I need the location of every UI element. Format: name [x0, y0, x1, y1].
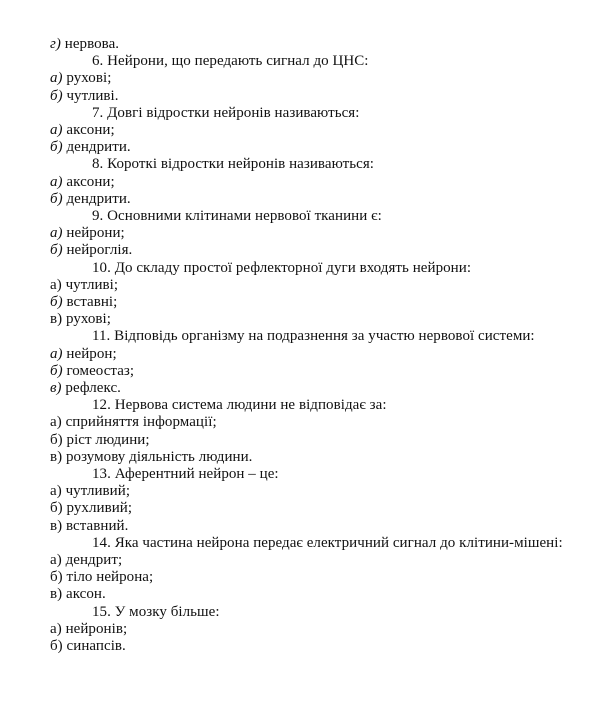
option-text: аксони; — [62, 173, 115, 190]
answer-option-line — [50, 621, 127, 638]
answer-option-line — [50, 88, 119, 105]
option-letter: б) — [50, 638, 63, 654]
option-letter: г) — [50, 36, 61, 52]
answer-option-line — [50, 191, 131, 208]
question-line — [92, 105, 359, 122]
option-letter: б) — [50, 569, 63, 586]
answer-option-line — [50, 242, 132, 259]
question-text: 15. У мозку більше: — [92, 603, 220, 620]
option-text: рухові; — [62, 311, 111, 328]
option-letter: б) — [50, 431, 63, 448]
option-text: аксони; — [62, 122, 115, 138]
option-letter: а) — [50, 552, 62, 568]
option-letter: б) — [50, 139, 63, 156]
option-text: нейронів; — [61, 620, 128, 637]
option-text: сприйняття інформації; — [61, 414, 217, 431]
answer-option-line — [50, 380, 121, 397]
question-line — [92, 397, 387, 414]
option-letter: в) — [50, 448, 63, 465]
option-text: розумову діяльність людини. — [62, 448, 253, 465]
option-text: дендрити. — [62, 139, 131, 156]
answer-option-line — [50, 174, 115, 191]
answer-option-line — [50, 518, 128, 535]
option-letter: б) — [50, 242, 63, 259]
answer-option-line — [50, 552, 122, 569]
answer-option-line — [50, 122, 115, 139]
option-text: тіло нейрона; — [62, 569, 154, 586]
question-text: 10. До складу простої рефлекторної дуги входять нейрони: — [92, 259, 472, 276]
answer-option-line — [50, 569, 153, 586]
question-line — [92, 156, 374, 173]
option-text: нервова. — [60, 36, 120, 52]
question-line — [92, 208, 382, 225]
question-text: 13. Аферентний нейрон – це: — [92, 466, 279, 482]
option-text: гомеостаз; — [62, 362, 135, 379]
option-text: нейрон; — [62, 345, 117, 362]
question-text: 12. Нервова система людини не відповідає за: — [92, 397, 387, 414]
option-letter: б) — [50, 500, 63, 517]
option-letter: а) — [50, 70, 63, 87]
option-letter: а) — [50, 225, 63, 242]
option-letter: а) — [50, 414, 62, 431]
question-text: 8. Короткі відростки нейронів називаються: — [92, 156, 375, 173]
option-letter: б) — [50, 362, 63, 379]
answer-option-line — [50, 483, 130, 500]
option-text: синапсів. — [62, 638, 126, 654]
answer-option-line — [50, 277, 118, 294]
answer-option-line — [50, 500, 132, 517]
option-text: нейроглія. — [62, 242, 133, 259]
option-text: вставні; — [62, 294, 118, 310]
question-text: 14. Яка частина нейрона передає електричний сигнал до клітини-мішені: — [92, 534, 563, 551]
option-letter: в) — [50, 517, 63, 534]
option-letter: б) — [50, 294, 63, 310]
question-line — [92, 604, 220, 621]
option-letter: в) — [50, 311, 63, 328]
option-letter: а) — [50, 122, 63, 138]
question-text: 7. Довгі відростки нейронів називаються: — [92, 104, 360, 121]
option-text: нейрони; — [62, 225, 125, 242]
answer-option-line — [50, 449, 252, 466]
option-text: рухливий; — [62, 500, 133, 517]
option-text: рухові; — [62, 70, 112, 87]
option-letter: а) — [50, 276, 62, 293]
answer-option-line — [50, 36, 119, 53]
answer-option-line — [50, 432, 150, 449]
question-line — [92, 328, 535, 345]
option-text: чутливі; — [61, 276, 119, 293]
question-text: 6. Нейрони, що передають сигнал до ЦНС: — [92, 53, 369, 70]
option-text: аксон. — [62, 586, 106, 603]
answer-option-line — [50, 414, 217, 431]
option-letter: а) — [50, 483, 62, 500]
answer-option-line — [50, 225, 125, 242]
question-line — [92, 53, 369, 70]
answer-option-line — [50, 638, 126, 655]
answer-option-line — [50, 586, 106, 603]
answer-option-line — [50, 139, 131, 156]
question-text: 11. Відповідь організму на подразнення за участю нервової системи: — [92, 328, 535, 345]
question-line — [92, 535, 563, 552]
question-text: 9. Основними клітинами нервової тканини є: — [92, 208, 382, 224]
option-letter: а) — [50, 620, 62, 637]
question-line — [92, 260, 471, 277]
option-letter: б) — [50, 87, 63, 104]
option-text: ріст людини; — [62, 431, 150, 448]
option-text: дендрити. — [62, 190, 131, 207]
answer-option-line — [50, 294, 117, 311]
answer-option-line — [50, 70, 111, 87]
option-letter: в) — [50, 586, 63, 603]
option-letter: б) — [50, 190, 63, 207]
option-text: рефлекс. — [61, 380, 121, 396]
option-text: дендрит; — [61, 552, 123, 568]
answer-option-line — [50, 346, 117, 363]
option-letter: а) — [50, 173, 63, 190]
option-text: чутливі. — [62, 87, 119, 104]
option-letter: в) — [50, 380, 62, 396]
question-line — [92, 466, 279, 483]
option-text: чутливий; — [61, 483, 131, 500]
option-letter: а) — [50, 345, 63, 362]
option-text: вставний. — [62, 517, 129, 534]
answer-option-line — [50, 363, 134, 380]
answer-option-line — [50, 311, 111, 328]
